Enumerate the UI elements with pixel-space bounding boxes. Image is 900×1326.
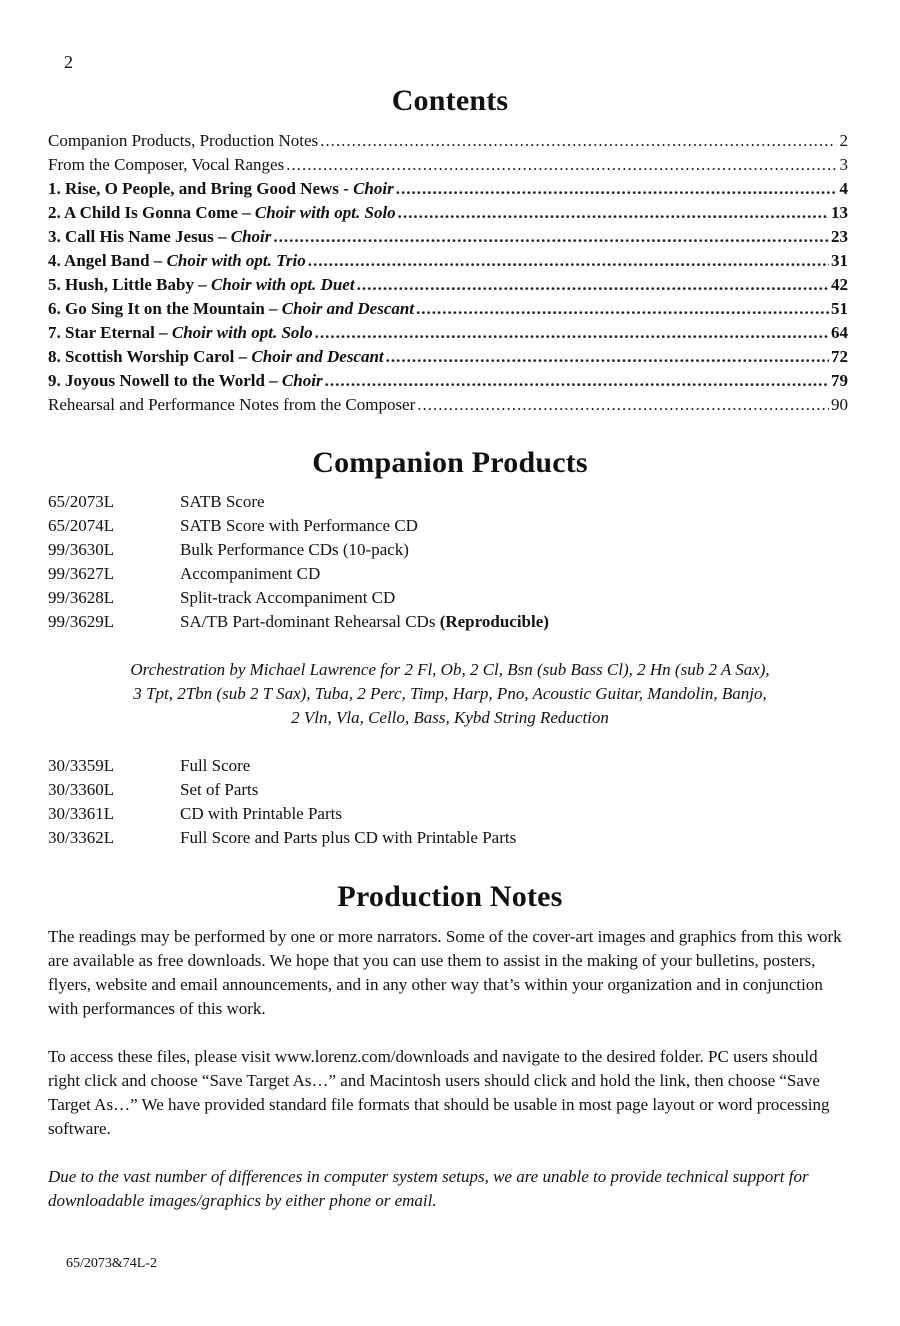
footer-code: 65/2073&74L-2	[66, 1256, 157, 1271]
toc-entry[interactable]: 5. Hush, Little Baby – Choir with opt. Duet ..... 42	[48, 273, 848, 297]
toc-entry[interactable]: Companion Products, Production Notes ..... 2	[48, 129, 848, 153]
toc-entry[interactable]: 8. Scottish Worship Carol – Choir and Descant ..... 72	[48, 345, 848, 369]
product-row: 99/3629L SA/TB Part-dominant Rehearsal CDs (Reproducible)	[48, 612, 549, 631]
toc-entry[interactable]: Rehearsal and Performance Notes from the Composer ..... 90	[48, 393, 848, 417]
table-of-contents	[48, 129, 848, 417]
toc-entry[interactable]: 4. Angel Band – Choir with opt. Trio ..... 31	[48, 249, 848, 273]
product-row: 99/3628L Split-track Accompaniment CD	[48, 588, 396, 607]
orchestration-line: 3 Tpt, 2Tbn (sub 2 T Sax), Tuba, 2 Perc, Timp, Harp, Pno, Acoustic Guitar, Mandolin, Banjo,	[133, 684, 767, 703]
orchestration-note	[48, 658, 852, 730]
toc-entry[interactable]: 3. Call His Name Jesus – Choir ..... 23	[48, 225, 848, 249]
product-row: 30/3360L Set of Parts	[48, 780, 259, 799]
orchestration-line: 2 Vln, Vla, Cello, Bass, Kybd String Reduction	[291, 708, 609, 727]
production-paragraph: The readings may be performed by one or more narrators. Some of the cover-art images and graphics from this work are available as free downloads. We hope that you can use them to assist in the making of your bulletins, posters, flyers, website and email announcements, and in any other way that’s within your organization and in conjunction with performances of this work.	[48, 927, 842, 1018]
product-row: 65/2073L SATB Score	[48, 492, 265, 511]
product-row: 99/3627L Accompaniment CD	[48, 564, 321, 583]
production-paragraph: To access these files, please visit www.lorenz.com/downloads and navigate to the desired folder. PC users should right click and choose “Save Target As…” and Macintosh users should click and hold the link, then choose “Save Target As…” We have provided standard file formats that should be usable in most page layout or word processing software.	[48, 1047, 830, 1138]
production-notes-heading: Production Notes	[337, 880, 563, 913]
product-row: 30/3361L CD with Printable Parts	[48, 804, 342, 823]
product-row: 30/3362L Full Score and Parts plus CD with Printable Parts	[48, 828, 517, 847]
toc-entry[interactable]: 9. Joyous Nowell to the World – Choir ..... 79	[48, 369, 848, 393]
page-number: 2	[64, 52, 73, 72]
toc-entry[interactable]: 2. A Child Is Gonna Come – Choir with opt. Solo ..... 13	[48, 201, 848, 225]
choral-products-list	[48, 490, 848, 634]
toc-entry[interactable]: 1. Rise, O People, and Bring Good News - Choir ..... 4	[48, 177, 848, 201]
product-row: 99/3630L Bulk Performance CDs (10-pack)	[48, 540, 409, 559]
toc-entry[interactable]: 7. Star Eternal – Choir with opt. Solo ..... 64	[48, 321, 848, 345]
orchestration-line: Orchestration by Michael Lawrence for 2 Fl, Ob, 2 Cl, Bsn (sub Bass Cl), 2 Hn (sub 2 A Sax),	[130, 660, 770, 679]
product-row: 65/2074L SATB Score with Performance CD	[48, 516, 418, 535]
orchestral-products-list	[48, 754, 848, 850]
companion-products-heading: Companion Products	[312, 446, 588, 479]
contents-heading: Contents	[391, 84, 509, 117]
disclaimer-paragraph: Due to the vast number of differences in computer system setups, we are unable to provide technical support for downloadable images/graphics by either phone or email.	[48, 1167, 809, 1210]
toc-entry[interactable]: 6. Go Sing It on the Mountain – Choir and Descant ..... 51	[48, 297, 848, 321]
toc-entry[interactable]: From the Composer, Vocal Ranges ..... 3	[48, 153, 848, 177]
product-row: 30/3359L Full Score	[48, 756, 251, 775]
